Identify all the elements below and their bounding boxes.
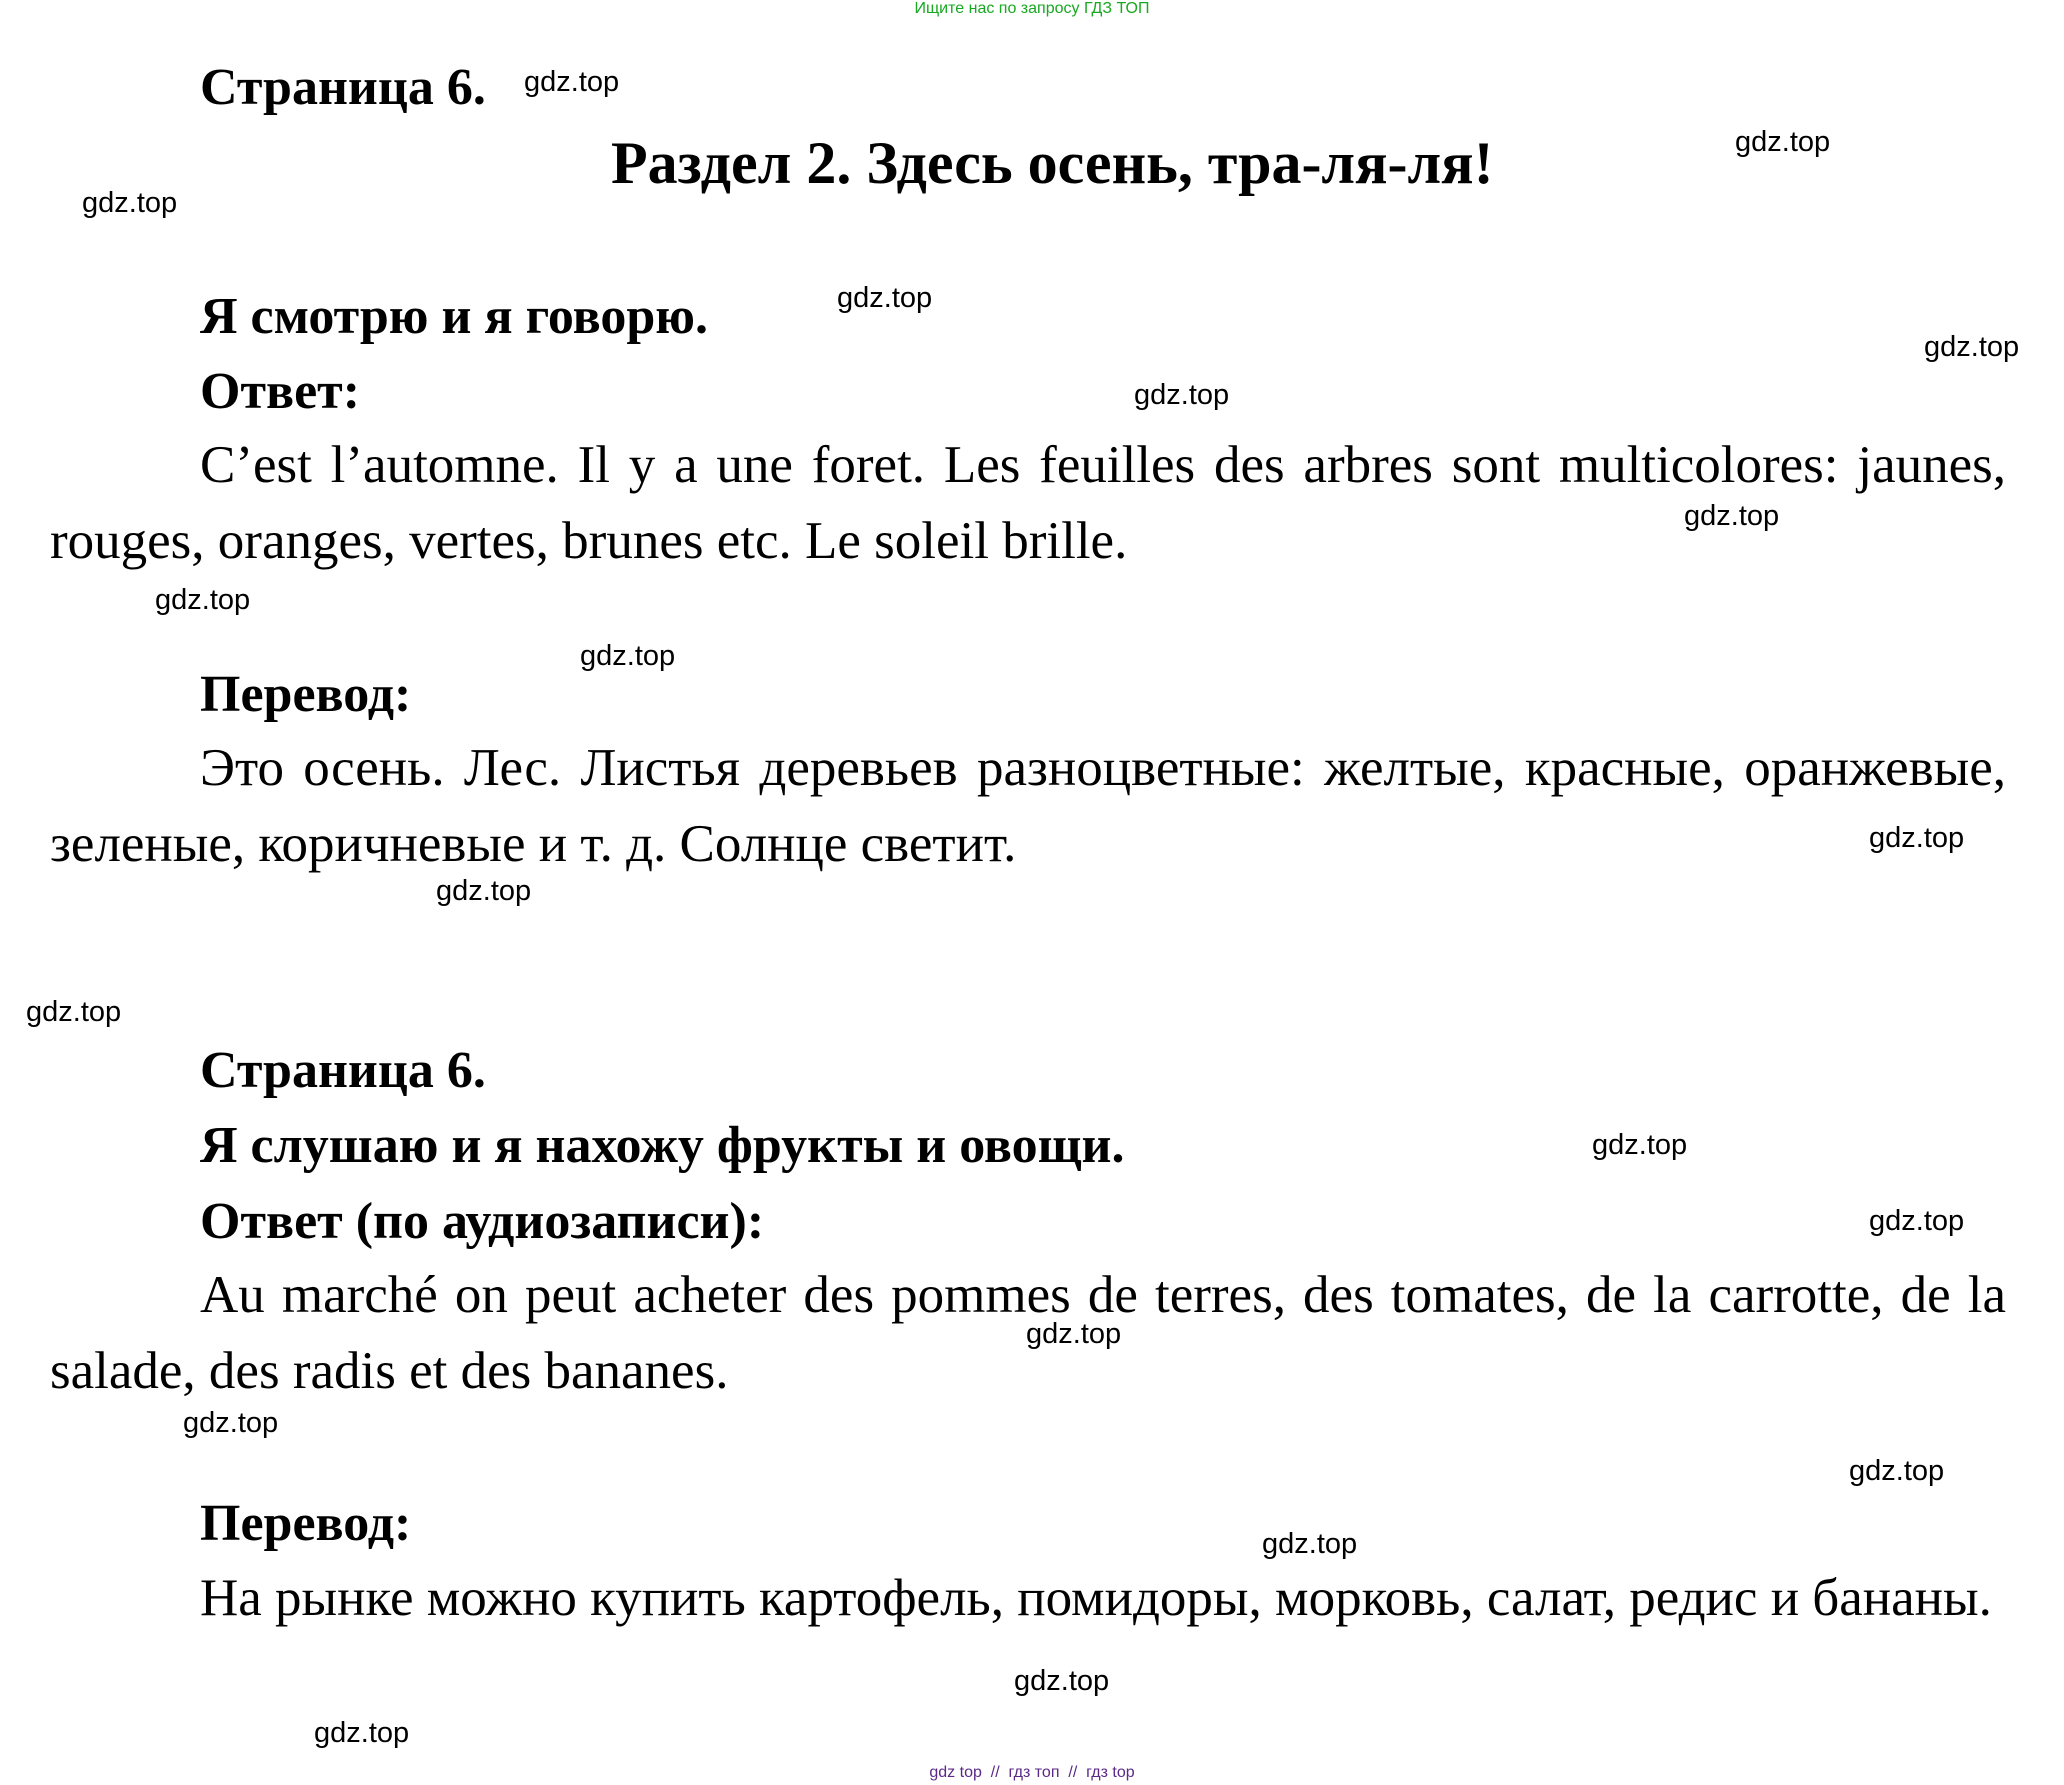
watermark: gdz.top: [1735, 126, 1831, 158]
watermark: gdz.top: [1869, 1205, 1965, 1237]
top-search-note[interactable]: Ищите нас по запросу ГДЗ ТОП: [914, 0, 1150, 17]
watermark: gdz.top: [183, 1407, 279, 1439]
watermark: gdz.top: [1134, 379, 1230, 411]
translation-label: Перевод:: [200, 666, 412, 723]
page-label: Страница 6.: [200, 59, 486, 116]
watermark: gdz.top: [1849, 1455, 1945, 1487]
answer-label: Ответ (по аудиозаписи):: [200, 1193, 765, 1250]
translation-text: Это осень. Лес. Листья деревьев разноцветные: желтые, красные, оранжевые, зеленые, коричневые и т. д. Солнце светит.: [50, 739, 2006, 873]
footer-note[interactable]: gdz top // гдз топ // гдз top: [929, 1764, 1135, 1781]
watermark: gdz.top: [524, 66, 620, 98]
watermark: gdz.top: [1684, 500, 1780, 532]
watermark: gdz.top: [1592, 1129, 1688, 1161]
task-title: Я смотрю и я говорю.: [200, 288, 709, 345]
watermark: gdz.top: [580, 640, 676, 672]
answer-label: Ответ:: [200, 363, 361, 420]
task-title: Я слушаю и я нахожу фрукты и овощи.: [200, 1117, 1125, 1174]
translation-label: Перевод:: [200, 1495, 412, 1552]
page-label: Страница 6.: [200, 1042, 486, 1099]
watermark: gdz.top: [837, 282, 933, 314]
answer-text: C’est l’automne. Il y a une foret. Les feuilles des arbres sont multicolores: jaunes, rouges, oranges, vertes, brunes etc. Le soleil brille.: [50, 436, 2006, 570]
watermark: gdz.top: [1924, 331, 2020, 363]
watermark: gdz.top: [1262, 1528, 1358, 1560]
answer-text: Au marché on peut acheter des pommes de terres, des tomates, de la carrotte, de la salade, des radis et des bananes.: [50, 1266, 2006, 1400]
section-title: Раздел 2. Здесь осень, тра-ля-ля!: [611, 130, 1494, 196]
watermark: gdz.top: [82, 187, 178, 219]
watermark: gdz.top: [436, 875, 532, 907]
watermark: gdz.top: [1026, 1318, 1122, 1350]
watermark: gdz.top: [155, 584, 251, 616]
watermark: gdz.top: [1869, 822, 1965, 854]
watermark: gdz.top: [26, 996, 122, 1028]
translation-text: На рынке можно купить картофель, помидоры, морковь, салат, редис и бананы.: [200, 1569, 1992, 1627]
watermark: gdz.top: [314, 1717, 410, 1749]
watermark: gdz.top: [1014, 1665, 1110, 1697]
